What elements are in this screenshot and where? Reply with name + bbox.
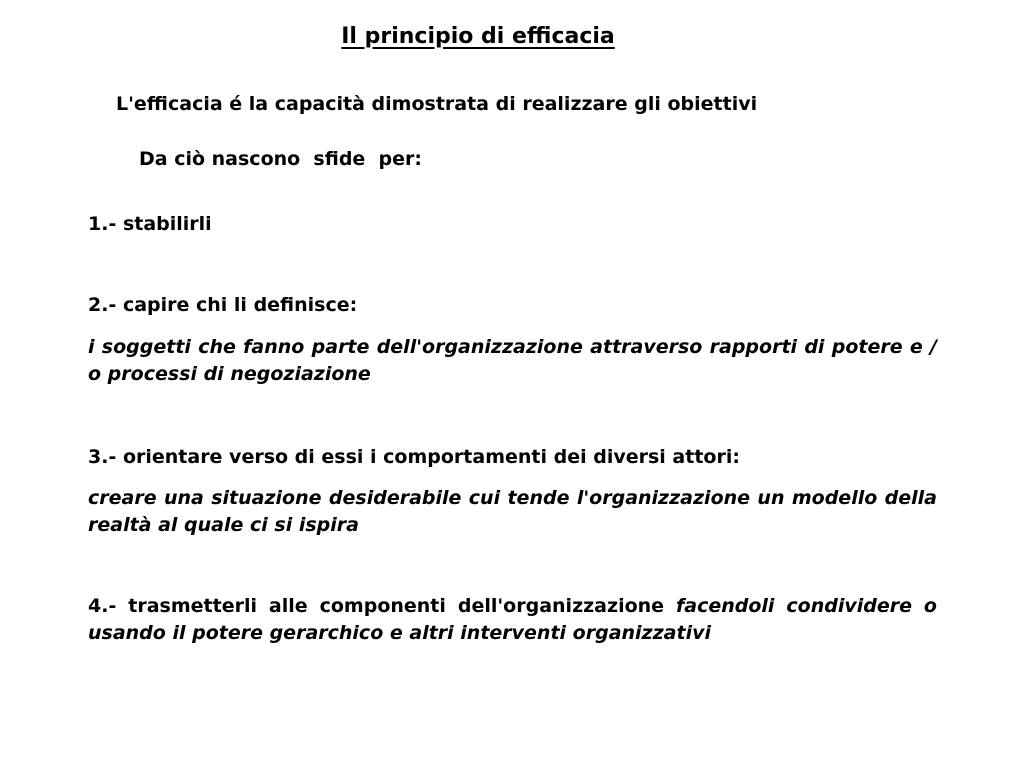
item-1-heading: 1.- stabilirli bbox=[88, 213, 212, 235]
item-4-heading: 4.- trasmetterli alle componenti dell'organizzazione bbox=[88, 595, 665, 617]
item-4-paragraph bbox=[88, 593, 937, 647]
item-4-heading-italic: facendoli condividere o usando il potere gerarchico e altri interventi organizzativi bbox=[88, 595, 937, 644]
slide-title: Il principio di efficacia bbox=[341, 24, 615, 49]
item-3-description: creare una situazione desiderabile cui tende l'organizzazione un modello della realtà al quale ci si ispira bbox=[88, 487, 937, 536]
intro-text: Da ciò nascono sfide per: bbox=[139, 148, 422, 170]
slide-subtitle: L'efficacia é la capacità dimostrata di realizzare gli obiettivi bbox=[116, 93, 758, 115]
item-2-heading: 2.- capire chi li definisce: bbox=[88, 294, 358, 316]
item-3-heading: 3.- orientare verso di essi i comportamenti dei diversi attori: bbox=[88, 446, 740, 468]
item-2-description: i soggetti che fanno parte dell'organizzazione attraverso rapporti di potere e / o processi di negoziazione bbox=[88, 336, 937, 385]
slide-title-container bbox=[0, 24, 956, 49]
